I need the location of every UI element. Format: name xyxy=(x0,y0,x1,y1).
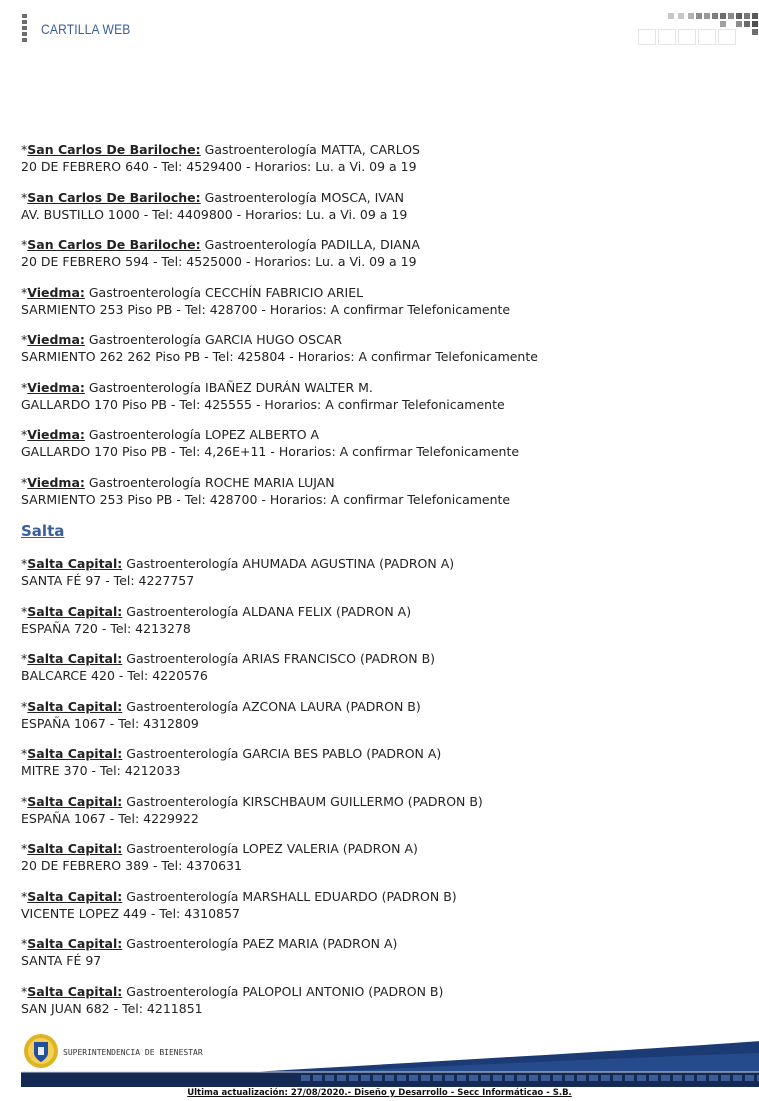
entry-specialty: Gastroenterología LOPEZ ALBERTO A xyxy=(88,427,320,442)
listing xyxy=(21,141,741,1030)
provider-entry xyxy=(21,474,741,508)
entry-bullet: * xyxy=(21,651,28,666)
entry-city: Salta Capital: xyxy=(27,888,123,904)
entry-bullet: * xyxy=(21,474,28,490)
mosaic-square xyxy=(720,21,726,27)
mosaic-square xyxy=(752,29,758,35)
entry-address: MITRE 370 - Tel: 4212033 xyxy=(21,763,181,778)
provider-entry xyxy=(21,555,741,589)
entry-address: GALLARDO 170 Piso PB - Tel: 425555 - Horarios: A confirmar Telefonicamente xyxy=(21,396,505,412)
entry-specialty: Gastroenterología PALOPOLI ANTONIO (PADRON B) xyxy=(126,983,444,999)
entry-bullet: * xyxy=(21,698,28,714)
entry-city: Salta Capital: xyxy=(27,793,123,809)
entry-city: Viedma: xyxy=(27,284,85,300)
entries-group-rio-negro xyxy=(21,141,741,508)
entry-bullet: * xyxy=(21,237,28,252)
entry-specialty: Gastroenterología GARCIA HUGO OSCAR xyxy=(88,332,343,347)
entry-city: Salta Capital: xyxy=(27,698,123,714)
entry-bullet: * xyxy=(21,332,28,347)
entry-specialty: Gastroenterología GARCIA BES PABLO (PADRON A) xyxy=(126,746,442,761)
provider-line xyxy=(21,236,741,253)
entry-bullet: * xyxy=(21,379,28,395)
mosaic-outline xyxy=(718,29,736,45)
entry-bullet: * xyxy=(21,556,28,571)
mosaic-square xyxy=(712,13,718,19)
entry-city: Salta Capital: xyxy=(27,556,123,571)
entry-specialty: Gastroenterología ROCHE MARIA LUJAN xyxy=(88,474,335,490)
provider-entry xyxy=(21,888,741,922)
footer-update-text: Ultima actualización: 27/08/2020.- Diseño y Desarrollo - Secc Informáticao - S.B. xyxy=(187,1088,572,1098)
provider-line xyxy=(21,888,741,905)
provider-entry xyxy=(21,603,741,637)
provider-entry xyxy=(21,983,741,1017)
entry-specialty: Gastroenterología ARIAS FRANCISCO (PADRON B) xyxy=(126,651,436,666)
provider-line xyxy=(21,698,741,715)
mosaic-square xyxy=(696,13,702,19)
entry-address: SARMIENTO 253 Piso PB - Tel: 428700 - Horarios: A confirmar Telefonicamente xyxy=(21,491,511,507)
entry-address: AV. BUSTILLO 1000 - Tel: 4409800 - Horarios: Lu. a Vi. 09 a 19 xyxy=(21,206,408,222)
entry-specialty: Gastroenterología CECCHÍN FABRICIO ARIEL xyxy=(88,284,364,300)
entry-address: SAN JUAN 682 - Tel: 4211851 xyxy=(21,1000,203,1016)
entry-specialty: Gastroenterología MATTA, CARLOS xyxy=(204,142,420,157)
provider-line xyxy=(21,284,741,301)
mosaic-square xyxy=(744,13,750,19)
provider-line xyxy=(21,331,741,348)
entry-address: VICENTE LOPEZ 449 - Tel: 4310857 xyxy=(21,905,240,921)
entry-city: Viedma: xyxy=(27,474,85,490)
entry-bullet: * xyxy=(21,284,28,300)
footer-organization: SUPERINTENDENCIA DE BIENESTAR xyxy=(63,1048,203,1057)
entry-city: Salta Capital: xyxy=(27,603,123,619)
mosaic-square xyxy=(752,21,758,27)
provider-line xyxy=(21,745,741,762)
entry-city: Salta Capital: xyxy=(27,841,123,856)
entry-bullet: * xyxy=(21,841,28,856)
entry-bullet: * xyxy=(21,142,28,157)
entry-address: SARMIENTO 262 262 Piso PB - Tel: 425804 - Horarios: A confirmar Telefonicamente xyxy=(21,349,538,364)
provider-line xyxy=(21,983,741,1000)
entry-address: 20 DE FEBRERO 389 - Tel: 4370631 xyxy=(21,858,242,873)
entry-address: ESPAÑA 1067 - Tel: 4312809 xyxy=(21,715,199,731)
entry-specialty: Gastroenterología LOPEZ VALERIA (PADRON A) xyxy=(126,841,418,856)
province-heading[interactable]: Salta xyxy=(21,522,65,540)
mosaic-outline xyxy=(698,29,716,45)
provider-line xyxy=(21,555,741,572)
provider-line xyxy=(21,474,741,491)
provider-entry xyxy=(21,935,741,969)
provider-entry xyxy=(21,745,741,779)
entry-specialty: Gastroenterología AZCONA LAURA (PADRON B) xyxy=(126,698,421,714)
provider-line xyxy=(21,840,741,857)
entry-city: Viedma: xyxy=(27,379,85,395)
entry-bullet: * xyxy=(21,603,28,619)
entry-address: SANTA FÉ 97 xyxy=(21,953,102,968)
entry-specialty: Gastroenterología KIRSCHBAUM GUILLERMO (PADRON B) xyxy=(126,793,483,809)
footer-band xyxy=(21,1039,759,1087)
header-title: CARTILLA WEB xyxy=(41,21,131,37)
entry-bullet: * xyxy=(21,983,28,999)
mosaic-square xyxy=(668,13,674,19)
provider-line xyxy=(21,141,741,158)
entry-bullet: * xyxy=(21,793,28,809)
page-header xyxy=(0,0,759,60)
entry-city: San Carlos De Bariloche: xyxy=(27,189,201,205)
entry-specialty: Gastroenterología PAEZ MARIA (PADRON A) xyxy=(126,936,398,951)
provider-entry xyxy=(21,141,741,175)
mosaic-outline xyxy=(678,29,696,45)
provider-entry xyxy=(21,236,741,270)
entry-specialty: Gastroenterología IBAÑEZ DURÁN WALTER M. xyxy=(88,379,373,395)
entry-city: Salta Capital: xyxy=(27,936,123,951)
entry-specialty: Gastroenterología MARSHALL EDUARDO (PADRON B) xyxy=(126,888,457,904)
mosaic-outline xyxy=(658,29,676,45)
provider-entry xyxy=(21,426,741,460)
mosaic-square xyxy=(736,13,742,19)
entry-address: SANTA FÉ 97 - Tel: 4227757 xyxy=(21,573,195,588)
header-mosaic-icon xyxy=(632,11,759,47)
mosaic-square xyxy=(688,13,694,19)
entry-specialty: Gastroenterología ALDANA FELIX (PADRON A) xyxy=(126,603,412,619)
mosaic-square xyxy=(704,13,710,19)
entry-specialty: Gastroenterología AHUMADA AGUSTINA (PADRON A) xyxy=(126,556,455,571)
entry-address: ESPAÑA 720 - Tel: 4213278 xyxy=(21,620,191,636)
entry-specialty: Gastroenterología PADILLA, DIANA xyxy=(204,237,420,252)
mosaic-square xyxy=(736,21,742,27)
mosaic-outline xyxy=(638,29,656,45)
police-seal-icon xyxy=(23,1033,59,1069)
provider-line xyxy=(21,603,741,620)
mosaic-square xyxy=(752,13,758,19)
provider-entry xyxy=(21,379,741,413)
entry-address: ESPAÑA 1067 - Tel: 4229922 xyxy=(21,810,199,826)
provider-entry xyxy=(21,793,741,827)
entry-address: SARMIENTO 253 Piso PB - Tel: 428700 - Horarios: A confirmar Telefonicamente xyxy=(21,301,511,317)
entry-city: Salta Capital: xyxy=(27,983,123,999)
entry-bullet: * xyxy=(21,746,28,761)
entry-city: Salta Capital: xyxy=(27,651,123,666)
entry-address: GALLARDO 170 Piso PB - Tel: 4,26E+11 - Horarios: A confirmar Telefonicamente xyxy=(21,444,520,459)
entry-bullet: * xyxy=(21,189,28,205)
entry-bullet: * xyxy=(21,888,28,904)
mosaic-square xyxy=(744,21,750,27)
entry-city: Viedma: xyxy=(27,332,85,347)
header-bar-icon xyxy=(22,14,27,46)
entry-specialty: Gastroenterología MOSCA, IVAN xyxy=(204,189,404,205)
entry-city: San Carlos De Bariloche: xyxy=(27,237,201,252)
provider-entry xyxy=(21,840,741,874)
provider-entry xyxy=(21,284,741,318)
entry-bullet: * xyxy=(21,427,28,442)
mosaic-square xyxy=(728,13,734,19)
entry-city: Viedma: xyxy=(27,427,85,442)
provider-line xyxy=(21,793,741,810)
mosaic-square xyxy=(678,13,684,19)
entry-city: San Carlos De Bariloche: xyxy=(27,142,201,157)
entry-address: BALCARCE 420 - Tel: 4220576 xyxy=(21,668,208,683)
provider-entry xyxy=(21,650,741,684)
provider-line xyxy=(21,189,741,206)
provider-entry xyxy=(21,698,741,732)
provider-entry xyxy=(21,331,741,365)
entry-address: 20 DE FEBRERO 594 - Tel: 4525000 - Horarios: Lu. a Vi. 09 a 19 xyxy=(21,254,417,269)
entries-group-salta xyxy=(21,555,741,1017)
provider-line xyxy=(21,935,741,952)
mosaic-square xyxy=(720,13,726,19)
page-footer xyxy=(0,1025,759,1101)
provider-line xyxy=(21,426,741,443)
provider-line xyxy=(21,650,741,667)
entry-bullet: * xyxy=(21,936,28,951)
provider-line xyxy=(21,379,741,396)
entry-address: 20 DE FEBRERO 640 - Tel: 4529400 - Horarios: Lu. a Vi. 09 a 19 xyxy=(21,159,417,174)
entry-city: Salta Capital: xyxy=(27,746,123,761)
provider-entry xyxy=(21,189,741,223)
